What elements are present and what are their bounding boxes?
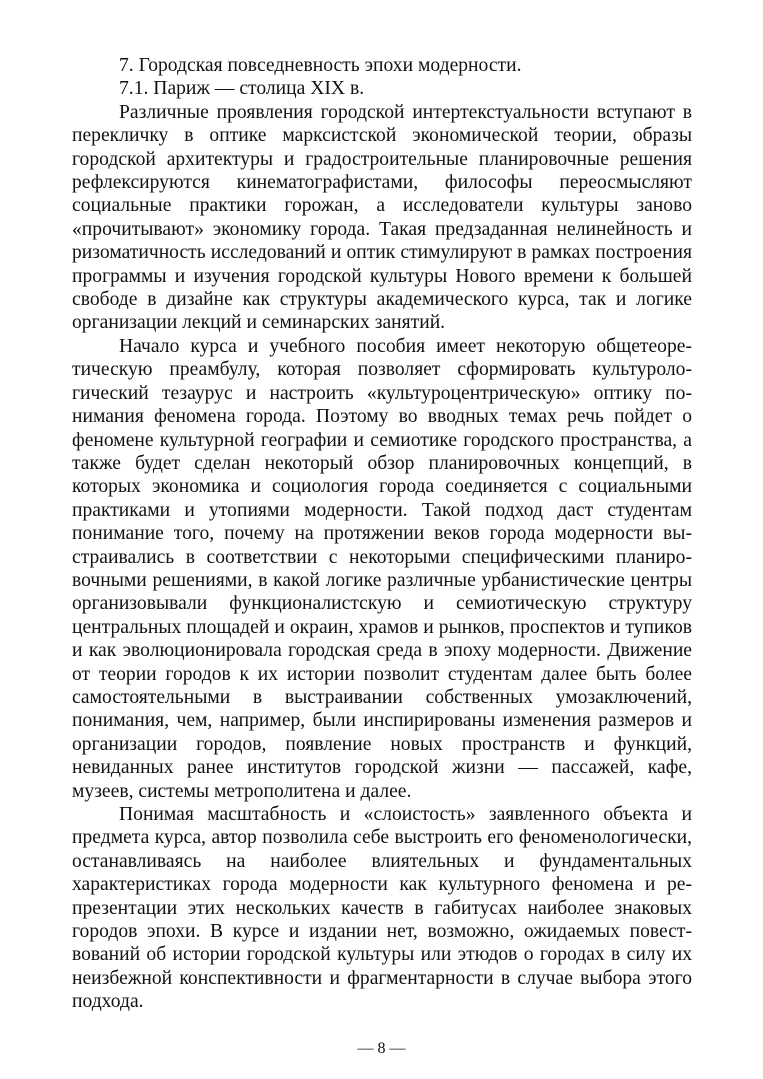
body-text xyxy=(72,54,692,1014)
paragraph-2: Начало курса и учебного пособия имеет некоторую общетеоретическую преамбулу, которая позволяет сформировать культурологический тезаурус и настроить «культуроцентрическую» оптику понимания феномена города. Поэтому во вводных темах речь пойдет о феномене культурной географии и семиотике городского пространства, а также будет сделан некоторый обзор планировочных концепций, в которых экономика и социология города соединяется с социальными практиками и утопиями модерности. Такой подход даст студентам понимание того, почему на протяжении веков города модерности выстраивались в соответствии с некоторыми специфическими планировочными решениями, в какой логике различные урбанистические центры организовывали функционалистскую и семиотическую структуру центральных площадей и окраин, храмов и рынков, проспектов и тупиков и как эволюционировала городская среда в эпоху модерности. Движение от теории городов к их истории позволит студентам далее быть более самостоятельными в выстраивании собственных умозаключений, понимания, чем, например, были инспирированы изменения размеров и организации городов, появление новых пространств и функций, невиданных ранее институтов городской жизни — пассажей, кафе, музеев, системы метрополитена и далее. xyxy=(72,335,692,802)
subsection-heading: 7.1. Париж — столица XIX в. xyxy=(119,78,365,100)
page-number: — 8 — xyxy=(357,1040,406,1057)
paragraph-3: Понимая масштабность и «слоистость» заявленного объекта и предмета курса, автор позволила себе выстроить его феноменологически, останавливаясь на наиболее влиятельных и фундаментальных характеристиках города модерности как культурного феномена и репрезентации этих нескольких качеств в габитусах наиболее знаковых городов эпохи. В курсе и издании нет, возможно, ожидаемых повествований об истории городской культуры или этюдов о городах в силу их неизбежной конспективности и фрагментарности в случае выбора этого подхода. xyxy=(72,804,692,1013)
paragraph-1: Различные проявления городской интертекстуальности вступают в перекличку в оптике марксистской экономической теории, образы городской архитектуры и градостроительные планировочные решения рефлексируются кинематографистами, философы переосмысляют социальные практики горожан, а исследователи культуры заново «прочитывают» экономику города. Такая предзаданная нелинейность и ризоматичность исследований и оптик стимулируют в рамках построения программы и изучения городской культуры Нового времени к большей свободе в дизайне как структуры академического курса, так и логике организации лекций и семинарских занятий. xyxy=(72,101,692,334)
section-heading: 7. Городская повседневность эпохи модерности. xyxy=(119,55,522,76)
